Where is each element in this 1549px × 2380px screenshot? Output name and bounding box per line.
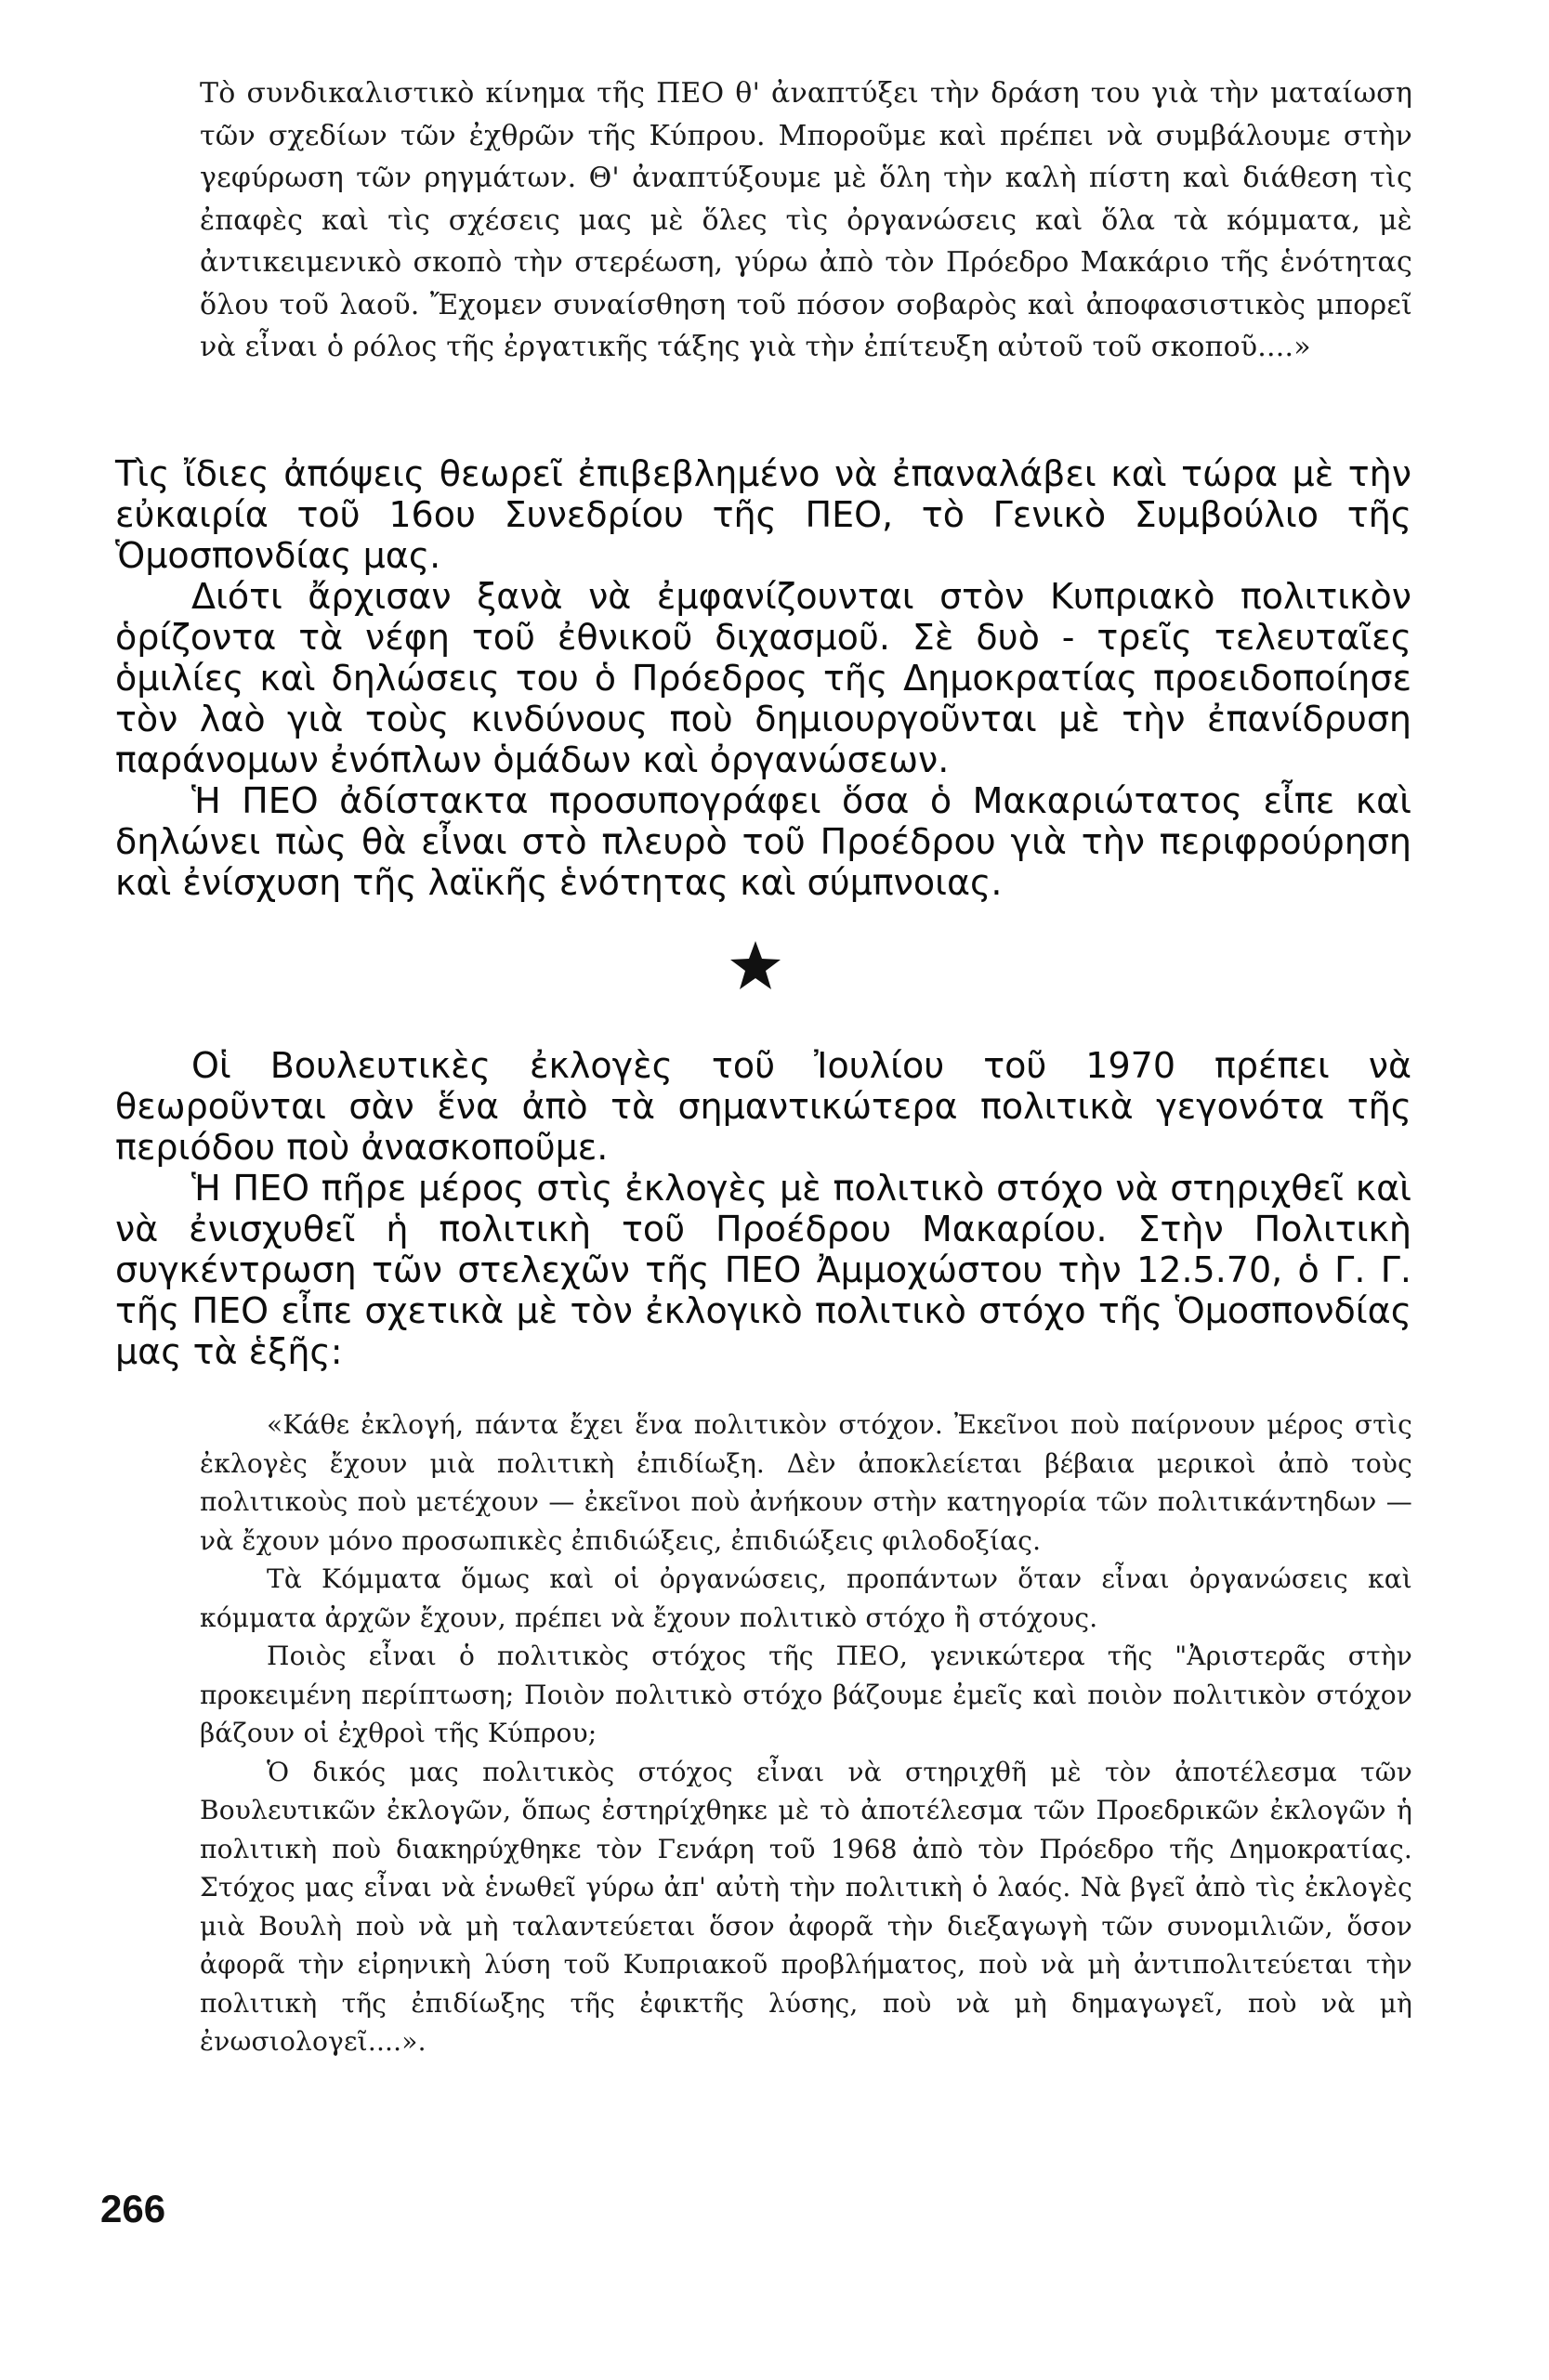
body-paragraph: Ἡ ΠΕΟ ἀδίστακτα προσυπογράφει ὅσα ὁ Μακαριώτατος εἶπε καὶ δηλώνει πὼς θὰ εἶναι στὸ πλευρὸ τοῦ Προέδρου γιὰ τὴν περιφρούρηση καὶ ἐνίσχυση τῆς λαϊκῆς ἑνότητας καὶ σύμπνοιας. xyxy=(115,780,1411,903)
quote-paragraph: Ποιὸς εἶναι ὁ πολιτικὸς στόχος τῆς ΠΕΟ, γενικώτερα τῆς "Ἀριστερᾶς στὴν προκειμένη περίπτωση; Ποιὸν πολιτικὸ στόχο βάζουμε ἐμεῖς καὶ ποιὸν πολιτικὸν στόχον βάζουν οἱ ἐχθροὶ τῆς Κύπρου; xyxy=(200,1641,1412,1748)
body-paragraph: Διότι ἄρχισαν ξανὰ νὰ ἐμφανίζουνται στὸν Κυπριακὸ πολιτικὸν ὁρίζοντα τὰ νέφη τοῦ ἐθνικοῦ διχασμοῦ. Σὲ δυὸ - τρεῖς τελευταῖες ὁμιλίες καὶ δηλώσεις του ὁ Πρόεδρος τῆς Δημοκρατίας προειδοποίησε τὸν λαὸ γιὰ τοὺς κινδύνους ποὺ δημιουργοῦνται μὲ τὴν ἐπανίδρυση παράνομων ἐνόπλων ὁμάδων καὶ ὀργανώσεων. xyxy=(115,576,1411,780)
quoted-passage-top xyxy=(200,72,1412,369)
star-separator-icon xyxy=(728,938,783,994)
page-number: 266 xyxy=(100,2187,166,2230)
body-paragraph: Οἱ Βουλευτικὲς ἐκλογὲς τοῦ Ἰουλίου τοῦ 1970 πρέπει νὰ θεωροῦνται σὰν ἕνα ἀπὸ τὰ σημαντικώτερα πολιτικὰ γεγονότα τῆς περιόδου ποὺ ἀνασκοποῦμε. xyxy=(115,1045,1411,1168)
quote-paragraph: Ὁ δικός μας πολιτικὸς στόχος εἶναι νὰ στηριχθῆ μὲ τὸν ἀποτέλεσμα τῶν Βουλευτικῶν ἐκλογῶν, ὅπως ἐστηρίχθηκε μὲ τὸ ἀποτέλεσμα τῶν Προεδρικῶν ἐκλογῶν ἡ πολιτικὴ ποὺ διακηρύχθηκε τὸν Γενάρη τοῦ 1968 ἀπὸ τὸν Πρόεδρο τῆς Δημοκρατίας. Στόχος μας εἶναι νὰ ἑνωθεῖ γύρω ἀπ' αὐτὴ τὴν πολιτικὴ ὁ λαός. Νὰ βγεῖ ἀπὸ τὶς ἐκλογὲς μιὰ Βουλὴ ποὺ νὰ μὴ ταλαντεύεται ὅσον ἀφορᾶ τὴν διεξαγωγὴ τῶν συνομιλιῶν, ὅσον ἀφορᾶ τὴν εἰρηνικὴ λύση τοῦ Κυπριακοῦ προβλήματος, ποὺ νὰ μὴ ἀντιπολιτεύεται τὴν πολιτικὴ τῆς ἐπιδίωξης τῆς ἐφικτῆς λύσης, ποὺ νὰ μὴ δημαγωγεῖ, ποὺ νὰ μὴ ἐνωσιολογεῖ....». xyxy=(200,1756,1412,2057)
body-paragraph: Τὶς ἴδιες ἀπόψεις θεωρεῖ ἐπιβεβλημένο νὰ ἐπαναλάβει καὶ τώρα μὲ τὴν εὐκαιρία τοῦ 16ου Συνεδρίου τῆς ΠΕΟ, τὸ Γενικὸ Συμβούλιο τῆς Ὁμοσπονδίας μας. xyxy=(115,453,1411,576)
quote-paragraph: Τὰ Κόμματα ὅμως καὶ οἱ ὀργανώσεις, προπάντων ὅταν εἶναι ὀργανώσεις καὶ κόμματα ἀρχῶν ἔχουν, πρέπει νὰ ἔχουν πολιτικὸ στόχο ἢ στόχους. xyxy=(200,1563,1412,1633)
body-section-second xyxy=(115,1045,1411,1372)
quoted-passage-bottom xyxy=(200,1406,1412,2061)
quote-paragraph: Τὸ συνδικαλιστικὸ κίνημα τῆς ΠΕΟ θ' ἀναπτύξει τὴν δράση του γιὰ τὴν ματαίωση τῶν σχεδίων τῶν ἐχθρῶν τῆς Κύπρου. Μποροῦμε καὶ πρέπει νὰ συμβάλουμε στὴν γεφύρωση τῶν ρηγμάτων. Θ' ἀναπτύξουμε μὲ ὅλη τὴν καλὴ πίστη καὶ διάθεση τὶς ἐπαφὲς καὶ τὶς σχέσεις μας μὲ ὅλες τὶς ὀργανώσεις καὶ ὅλα τὰ κόμματα, μὲ ἀντικειμενικὸ σκοπὸ τὴν στερέωση, γύρω ἀπὸ τὸν Πρόεδρο Μακάριο τῆς ἑνότητας ὅλου τοῦ λαοῦ. Ἔχομεν συναίσθηση τοῦ πόσον σοβαρὸς καὶ ἀποφασιστικὸς μπορεῖ νὰ εἶναι ὁ ρόλος τῆς ἐργατικῆς τάξης γιὰ τὴν ἐπίτευξη αὐτοῦ τοῦ σκοποῦ....» xyxy=(200,77,1412,363)
quote-paragraph: «Κάθε ἐκλογή, πάντα ἔχει ἕνα πολιτικὸν στόχον. Ἐκεῖνοι ποὺ παίρνουν μέρος στὶς ἐκλογὲς ἔχουν μιὰ πολιτικὴ ἐπιδίωξη. Δὲν ἀποκλείεται βέβαια μερικοὶ ἀπὸ τοὺς πολιτικοὺς ποὺ μετέχουν — ἐκεῖνοι ποὺ ἀνήκουν στὴν κατηγορία τῶν πολιτικάντηδων — νὰ ἔχουν μόνο προσωπικὲς ἐπιδιώξεις, ἐπιδιώξεις φιλοδοξίας. xyxy=(200,1409,1412,1556)
body-section-first xyxy=(115,453,1411,903)
body-paragraph: Ἡ ΠΕΟ πῆρε μέρος στὶς ἐκλογὲς μὲ πολιτικὸ στόχο νὰ στηριχθεῖ καὶ νὰ ἐνισχυθεῖ ἡ πολιτικὴ τοῦ Προέδρου Μακαρίου. Στὴν Πολιτικὴ συγκέντρωση τῶν στελεχῶν τῆς ΠΕΟ Ἀμμοχώστου τὴν 12.5.70, ὁ Γ. Γ. τῆς ΠΕΟ εἶπε σχετικὰ μὲ τὸν ἐκλογικὸ πολιτικὸ στόχο τῆς Ὁμοσπονδίας μας τὰ ἑξῆς: xyxy=(115,1168,1411,1372)
